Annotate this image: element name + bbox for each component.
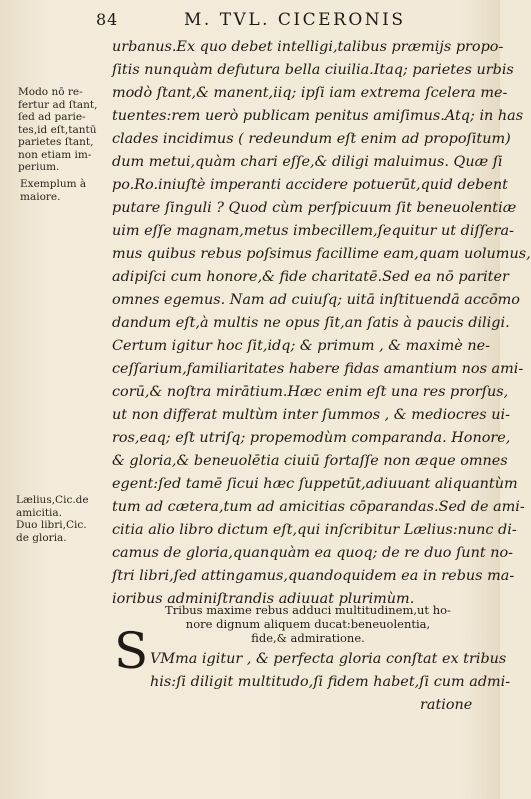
body-line: egent:ſed tamē ſicui hæc ſuppetūt,adiuuant aliquantùm: [112, 476, 518, 492]
page-header: [0, 10, 500, 32]
running-head: M. TVL. CICERONIS: [184, 10, 406, 30]
catchword: ratione: [420, 697, 473, 713]
page-number: 84: [96, 10, 119, 29]
rubric-line: nore dignum aliquem ducat:beneuolentia,: [185, 617, 431, 631]
body-line: tuentes:rem uerò publicam penitus amiſimus.Atq; in has: [112, 108, 524, 124]
body-line: ioribus adminiſtrandis adiuuat plurimùm.: [112, 591, 415, 607]
body-line: dandum eſt,à multis ne opus ſit,an ſatis à paucis diligi.: [112, 315, 510, 331]
body-line: ſtri libri,ſed attingamus,quandoquidem ea in rebus ma-: [112, 568, 515, 584]
body-line: clades incidimus ( redeundum eſt enim ad propoſitum): [112, 131, 511, 147]
body-line: ut non differat multùm inter ſummos , & mediocres ui-: [112, 407, 510, 423]
rubric-line: fide,& admiratione.: [251, 631, 365, 645]
body-line: camus de gloria,quanquàm ea quoq; de re duo ſunt no-: [112, 545, 513, 561]
body-line: urbanus.Ex quo debet intelligi,talibus præmijs propo-: [112, 39, 504, 55]
body-line: & gloria,& beneuolētia ciuiū fortaſſe non æque omnes: [112, 453, 508, 469]
rubric-line: Tribus maxime rebus adduci multitudinem,ut ho-: [165, 603, 451, 617]
body-line: tum ad cætera,tum ad amicitias cōparandas.Sed de ami-: [112, 499, 525, 515]
margin-note-laelius: Lælius,Cic.de amicitia.: [16, 494, 89, 519]
body-line: ceſſarium,familiaritates habere fidas amantium nos ami-: [112, 361, 524, 377]
body-line: ros,eaq; eſt utriſq; propemodùm comparanda. Honore,: [112, 430, 511, 446]
body-line: po.Ro.iniuſtè imperanti accidere potuerūt,quid debent: [112, 177, 508, 193]
body-line: dum metui,quàm chari eſſe,& diligi maluimus. Quæ ſi: [112, 154, 503, 170]
body-line: adipiſci cum honore,& fide charitatē.Sed ea nō pariter: [112, 269, 509, 285]
body-line: mus quibus rebus poſsimus facillime eam,quam uolumus,: [112, 246, 531, 262]
body-line: putare ſinguli ? Quod cùm perſpicuum ſit beneuolentiæ: [112, 200, 517, 216]
body-line: citia alio libro dictum eſt,qui inſcribitur Lælius:nunc di-: [112, 522, 517, 538]
margin-note-duo-libri: Duo libri,Cic. de gloria.: [16, 519, 87, 544]
body-line: modò ſtant,& manent,iiq; ipſi iam extrema ſcelera me-: [112, 85, 508, 101]
drop-cap: S: [114, 622, 149, 680]
body-line: corū,& noſtra mirātium.Hæc enim eſt una res prorſus,: [112, 384, 509, 400]
body-line: Certum igitur hoc ſit,idq; & primum , & maximè ne-: [112, 338, 490, 354]
margin-note-exemplum: Exemplum à maiore.: [20, 178, 87, 203]
body-line: uim eſſe magnam,metus imbecillem,ſequitur ut diſſera-: [112, 223, 514, 239]
body-line: VMma igitur , & perfecta gloria conſtat ex tribus: [150, 651, 507, 667]
body-line: ſitis nunquàm defutura bella ciuilia.Itaq; parietes urbis: [112, 62, 514, 78]
body-line: omnes egemus. Nam ad cuiuſq; uitā inſtituendā accōmo: [112, 292, 520, 308]
body-line: his:ſi diligit multitudo,ſi fidem habet,ſi cum admi-: [150, 674, 511, 690]
margin-note-modo: Modo nō re- fertur ad ſtant, ſed ad parie- tes,id eſt,tantū parietes ſtant, non etiam im- perium.: [18, 86, 98, 173]
